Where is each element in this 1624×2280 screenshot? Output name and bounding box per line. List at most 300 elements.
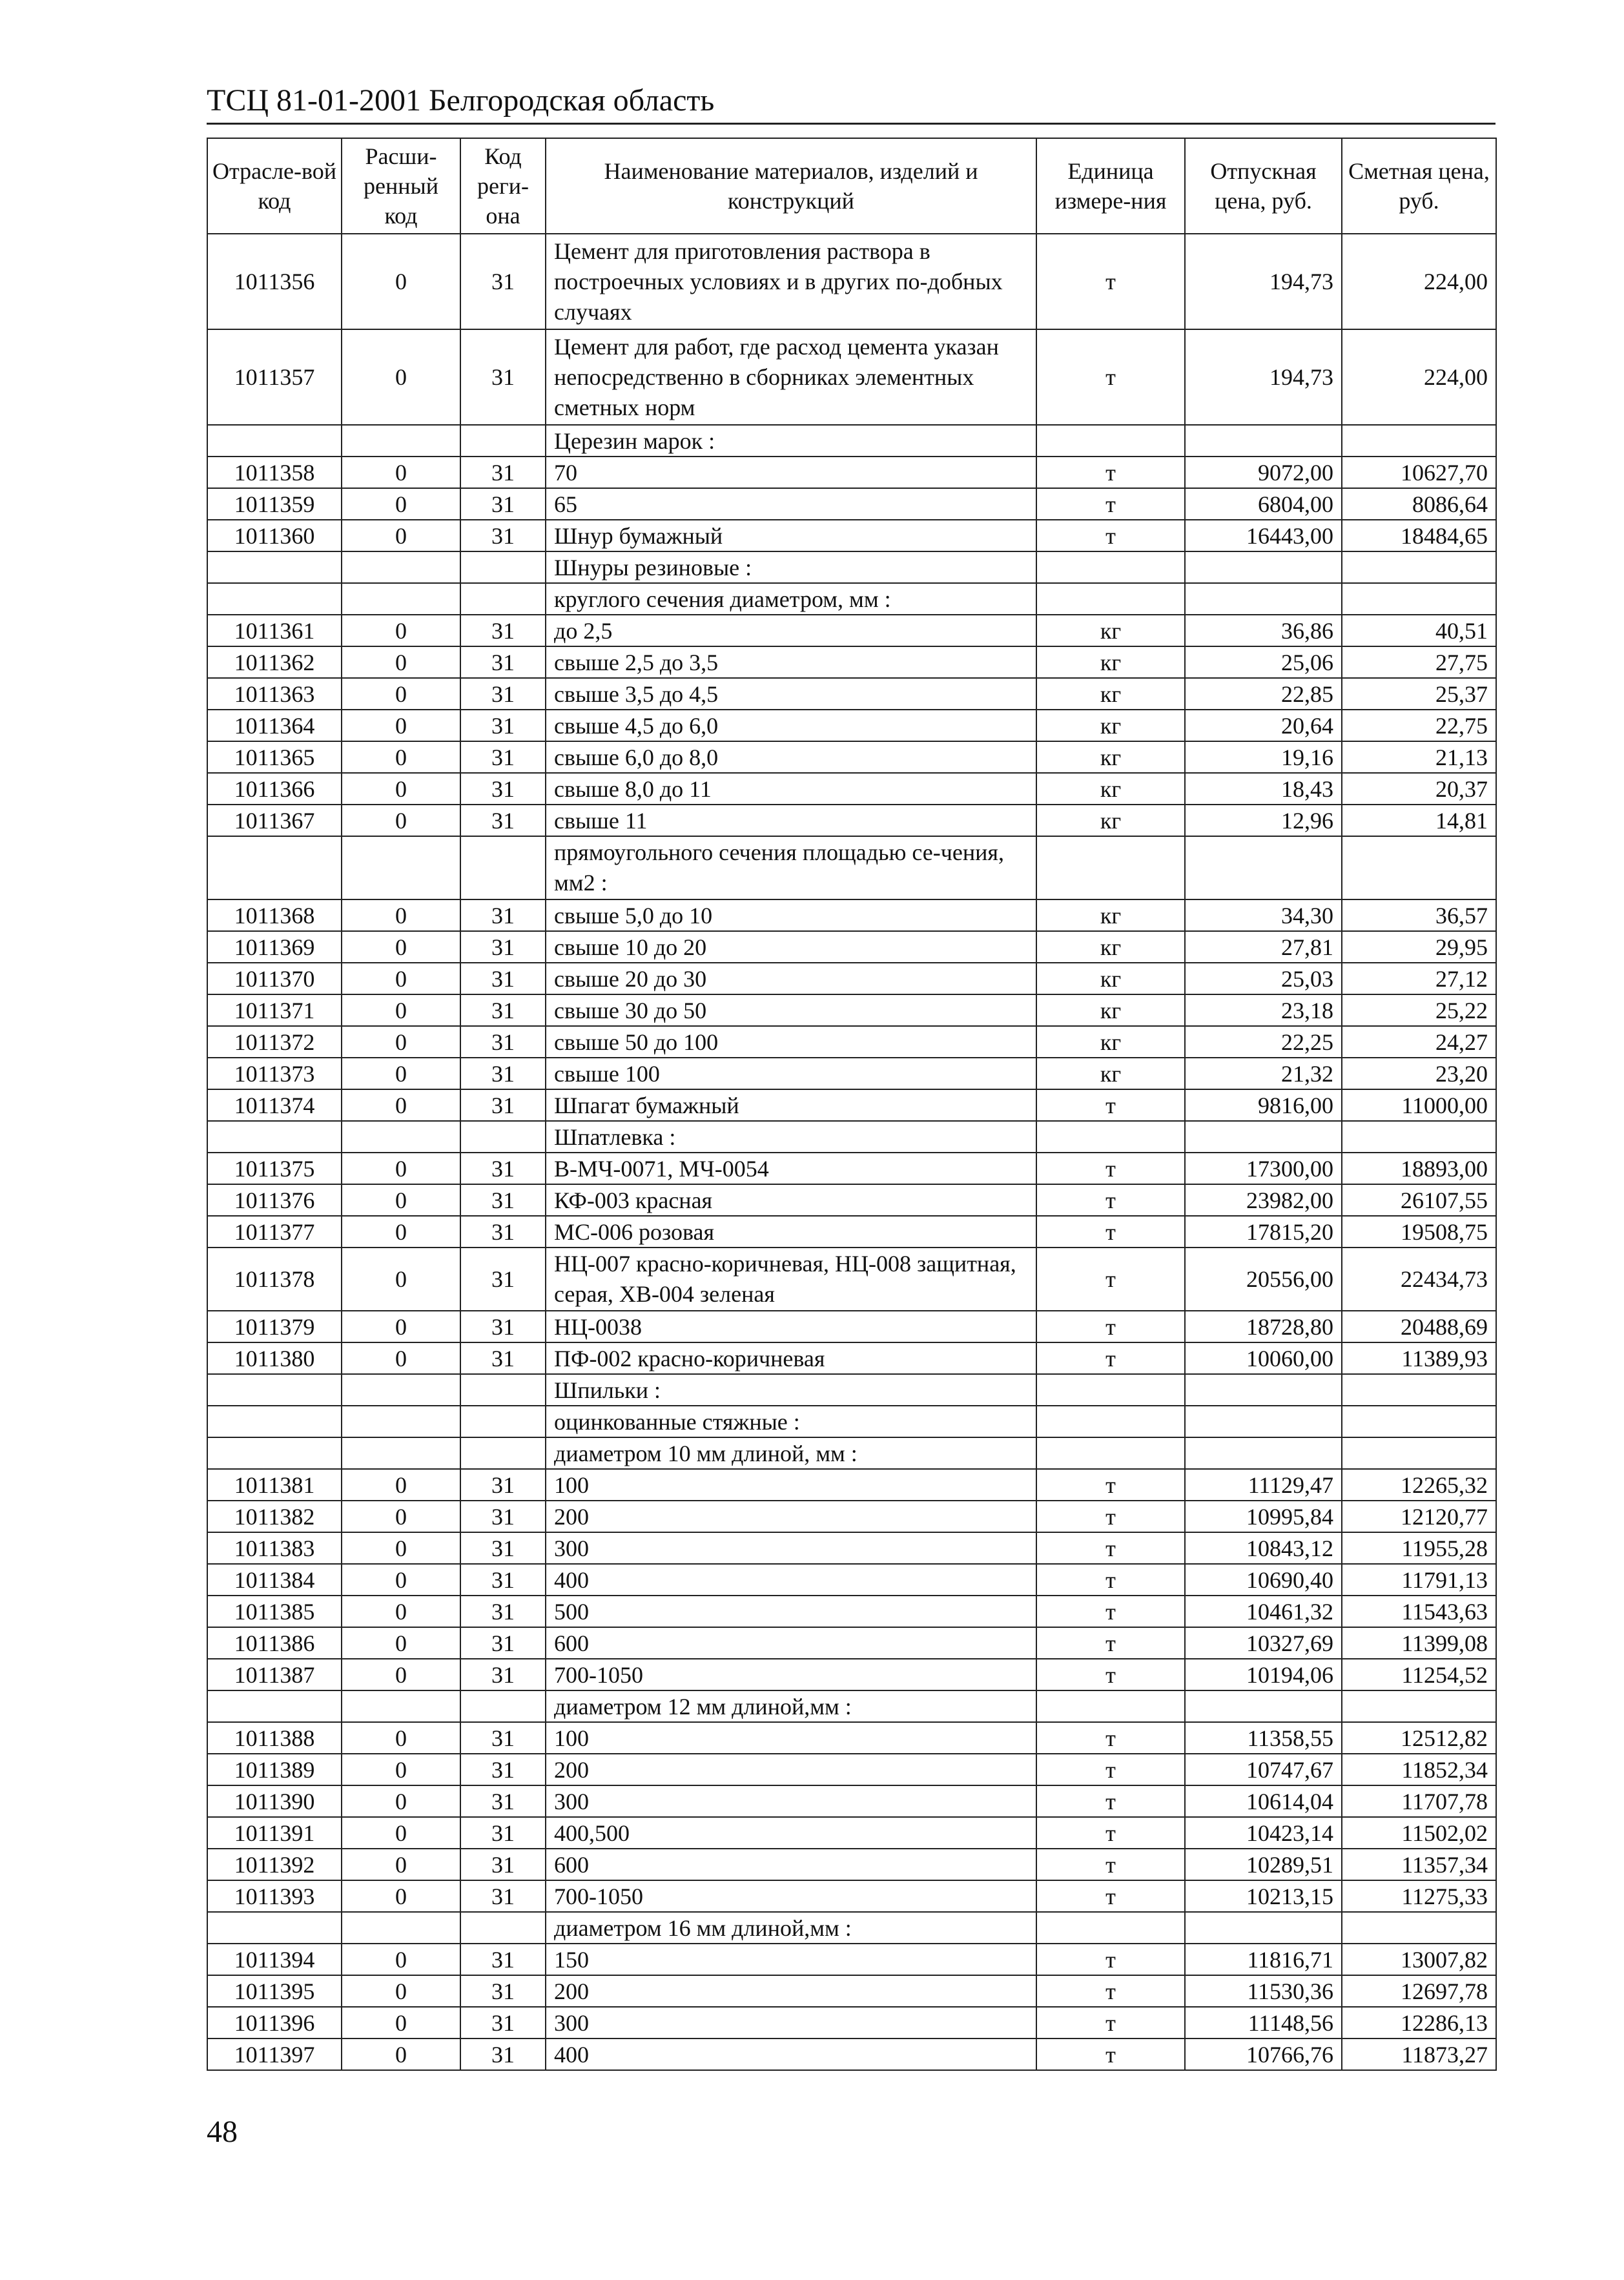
cell-release: 18,43	[1185, 773, 1342, 805]
cell-unit	[1036, 1406, 1185, 1437]
cell-reg: 31	[460, 1817, 546, 1849]
cell-name: 200	[546, 1975, 1036, 2007]
cell-code: 1011388	[207, 1722, 342, 1754]
cell-estimate: 25,37	[1342, 678, 1496, 710]
table-row	[207, 1564, 1496, 1596]
cell-release: 10423,14	[1185, 1817, 1342, 1849]
cell-reg: 31	[460, 1785, 546, 1817]
cell-unit: кг	[1036, 646, 1185, 678]
cell-code: 1011390	[207, 1785, 342, 1817]
cell-unit	[1036, 1690, 1185, 1722]
cell-estimate: 11707,78	[1342, 1785, 1496, 1817]
cell-estimate: 8086,64	[1342, 488, 1496, 520]
table-row	[207, 2039, 1496, 2070]
cell-ext: 0	[342, 520, 460, 551]
cell-unit: т	[1036, 457, 1185, 488]
cell-ext	[342, 425, 460, 457]
cell-name: 100	[546, 1469, 1036, 1501]
cell-unit	[1036, 1374, 1185, 1406]
cell-unit: т	[1036, 1501, 1185, 1532]
cell-estimate	[1342, 425, 1496, 457]
cell-name: Цемент для работ, где расход цемента указан непосредственно в сборниках элементных сметных норм	[546, 329, 1036, 425]
cell-ext: 0	[342, 1596, 460, 1627]
cell-estimate: 11357,34	[1342, 1849, 1496, 1880]
cell-release: 11530,36	[1185, 1975, 1342, 2007]
cell-release	[1185, 1912, 1342, 1944]
cell-ext: 0	[342, 1216, 460, 1248]
cell-name: свыше 6,0 до 8,0	[546, 741, 1036, 773]
cell-code: 1011378	[207, 1248, 342, 1311]
cell-unit: т	[1036, 1596, 1185, 1627]
cell-release: 10060,00	[1185, 1342, 1342, 1374]
cell-code	[207, 1437, 342, 1469]
cell-code	[207, 1374, 342, 1406]
cell-name: 300	[546, 2007, 1036, 2039]
cell-estimate: 12120,77	[1342, 1501, 1496, 1532]
cell-code	[207, 1912, 342, 1944]
cell-code	[207, 1690, 342, 1722]
cell-name: КФ-003 красная	[546, 1184, 1036, 1216]
cell-unit: т	[1036, 1849, 1185, 1880]
cell-estimate: 12512,82	[1342, 1722, 1496, 1754]
cell-unit	[1036, 1121, 1185, 1153]
cell-unit: кг	[1036, 963, 1185, 994]
header-rule	[207, 123, 1496, 125]
cell-release: 18728,80	[1185, 1311, 1342, 1342]
cell-unit	[1036, 836, 1185, 899]
cell-release: 11358,55	[1185, 1722, 1342, 1754]
table-row	[207, 1469, 1496, 1501]
cell-code: 1011396	[207, 2007, 342, 2039]
cell-unit: т	[1036, 1627, 1185, 1659]
cell-name: 200	[546, 1501, 1036, 1532]
table-row	[207, 425, 1496, 457]
cell-reg: 31	[460, 1722, 546, 1754]
cell-code: 1011379	[207, 1311, 342, 1342]
cell-code: 1011360	[207, 520, 342, 551]
cell-release: 25,03	[1185, 963, 1342, 994]
cell-estimate	[1342, 1437, 1496, 1469]
cell-release: 10461,32	[1185, 1596, 1342, 1627]
cell-estimate: 27,12	[1342, 963, 1496, 994]
cell-unit: т	[1036, 1342, 1185, 1374]
cell-reg: 31	[460, 1596, 546, 1627]
cell-unit: т	[1036, 1311, 1185, 1342]
cell-unit: т	[1036, 2039, 1185, 2070]
cell-name: свыше 11	[546, 805, 1036, 836]
cell-estimate: 27,75	[1342, 646, 1496, 678]
cell-reg: 31	[460, 1754, 546, 1785]
cell-reg: 31	[460, 899, 546, 931]
cell-estimate: 11389,93	[1342, 1342, 1496, 1374]
cell-reg: 31	[460, 1058, 546, 1089]
table-row	[207, 1627, 1496, 1659]
cell-unit: т	[1036, 234, 1185, 329]
cell-reg: 31	[460, 1026, 546, 1058]
cell-name: 70	[546, 457, 1036, 488]
cell-release: 10213,15	[1185, 1880, 1342, 1912]
cell-estimate: 12286,13	[1342, 2007, 1496, 2039]
cell-unit: т	[1036, 1944, 1185, 1975]
cell-code: 1011362	[207, 646, 342, 678]
cell-unit: т	[1036, 1153, 1185, 1184]
table-body	[207, 234, 1496, 2070]
cell-release	[1185, 1406, 1342, 1437]
cell-code: 1011394	[207, 1944, 342, 1975]
cell-release: 10690,40	[1185, 1564, 1342, 1596]
col-header-code: Отрасле-вой код	[207, 138, 342, 234]
table-row	[207, 1026, 1496, 1058]
cell-ext: 0	[342, 1501, 460, 1532]
cell-unit: т	[1036, 1659, 1185, 1690]
cell-estimate	[1342, 1912, 1496, 1944]
cell-ext	[342, 1374, 460, 1406]
table-row	[207, 1754, 1496, 1785]
cell-estimate	[1342, 1121, 1496, 1153]
cell-ext: 0	[342, 1785, 460, 1817]
cell-ext: 0	[342, 805, 460, 836]
cell-ext: 0	[342, 1659, 460, 1690]
cell-reg	[460, 1690, 546, 1722]
cell-name: 100	[546, 1722, 1036, 1754]
cell-name: круглого сечения диаметром, мм :	[546, 583, 1036, 615]
cell-release	[1185, 551, 1342, 583]
table-row	[207, 710, 1496, 741]
cell-ext: 0	[342, 963, 460, 994]
cell-estimate	[1342, 1690, 1496, 1722]
cell-estimate: 224,00	[1342, 329, 1496, 425]
cell-name: свыше 20 до 30	[546, 963, 1036, 994]
cell-name: 500	[546, 1596, 1036, 1627]
cell-code: 1011372	[207, 1026, 342, 1058]
table-row	[207, 963, 1496, 994]
table-row	[207, 1596, 1496, 1627]
cell-ext: 0	[342, 1311, 460, 1342]
cell-release: 20,64	[1185, 710, 1342, 741]
cell-ext: 0	[342, 646, 460, 678]
cell-ext: 0	[342, 234, 460, 329]
cell-ext: 0	[342, 1184, 460, 1216]
cell-ext: 0	[342, 994, 460, 1026]
cell-estimate: 11275,33	[1342, 1880, 1496, 1912]
cell-unit: т	[1036, 1216, 1185, 1248]
cell-reg: 31	[460, 1532, 546, 1564]
cell-ext	[342, 1121, 460, 1153]
table-row	[207, 1058, 1496, 1089]
cell-unit: т	[1036, 1880, 1185, 1912]
cell-code: 1011363	[207, 678, 342, 710]
cell-reg	[460, 1912, 546, 1944]
cell-unit	[1036, 425, 1185, 457]
table-row	[207, 520, 1496, 551]
cell-reg: 31	[460, 1089, 546, 1121]
table-row	[207, 329, 1496, 425]
cell-code	[207, 583, 342, 615]
cell-release: 17300,00	[1185, 1153, 1342, 1184]
cell-reg: 31	[460, 457, 546, 488]
cell-reg	[460, 1121, 546, 1153]
cell-code: 1011382	[207, 1501, 342, 1532]
cell-release	[1185, 836, 1342, 899]
cell-estimate: 11000,00	[1342, 1089, 1496, 1121]
cell-name: В-МЧ-0071, МЧ-0054	[546, 1153, 1036, 1184]
cell-unit: кг	[1036, 931, 1185, 963]
col-header-name: Наименование материалов, изделий и конструкций	[546, 138, 1036, 234]
cell-name: 400,500	[546, 1817, 1036, 1849]
cell-ext: 0	[342, 1944, 460, 1975]
cell-code: 1011357	[207, 329, 342, 425]
cell-release: 23,18	[1185, 994, 1342, 1026]
table-row	[207, 773, 1496, 805]
table-row	[207, 1785, 1496, 1817]
cell-code: 1011377	[207, 1216, 342, 1248]
cell-release: 10289,51	[1185, 1849, 1342, 1880]
cell-name: 600	[546, 1849, 1036, 1880]
cell-reg: 31	[460, 1944, 546, 1975]
cell-reg: 31	[460, 1849, 546, 1880]
cell-estimate: 11502,02	[1342, 1817, 1496, 1849]
table-row	[207, 646, 1496, 678]
cell-ext	[342, 1690, 460, 1722]
cell-estimate: 20,37	[1342, 773, 1496, 805]
cell-reg: 31	[460, 1564, 546, 1596]
cell-unit: т	[1036, 1089, 1185, 1121]
cell-code: 1011373	[207, 1058, 342, 1089]
cell-release: 22,85	[1185, 678, 1342, 710]
cell-unit	[1036, 551, 1185, 583]
cell-ext: 0	[342, 1849, 460, 1880]
cell-name: прямоугольного сечения площадью се-чения, мм2 :	[546, 836, 1036, 899]
table-row	[207, 1374, 1496, 1406]
cell-ext: 0	[342, 1564, 460, 1596]
table-row	[207, 805, 1496, 836]
col-header-ext: Расши-ренный код	[342, 138, 460, 234]
price-table	[207, 138, 1497, 2071]
table-row	[207, 457, 1496, 488]
cell-unit: т	[1036, 520, 1185, 551]
cell-ext: 0	[342, 1754, 460, 1785]
cell-estimate: 11955,28	[1342, 1532, 1496, 1564]
table-row	[207, 836, 1496, 899]
cell-estimate	[1342, 551, 1496, 583]
cell-estimate: 24,27	[1342, 1026, 1496, 1058]
cell-reg: 31	[460, 520, 546, 551]
cell-estimate: 12697,78	[1342, 1975, 1496, 2007]
cell-code: 1011391	[207, 1817, 342, 1849]
cell-ext: 0	[342, 1722, 460, 1754]
cell-reg: 31	[460, 741, 546, 773]
cell-ext: 0	[342, 710, 460, 741]
cell-unit: т	[1036, 1564, 1185, 1596]
cell-reg	[460, 425, 546, 457]
cell-release: 16443,00	[1185, 520, 1342, 551]
cell-code: 1011386	[207, 1627, 342, 1659]
cell-code: 1011385	[207, 1596, 342, 1627]
cell-code: 1011393	[207, 1880, 342, 1912]
cell-reg	[460, 1374, 546, 1406]
table-row	[207, 1406, 1496, 1437]
cell-estimate: 18484,65	[1342, 520, 1496, 551]
cell-reg: 31	[460, 1342, 546, 1374]
cell-code: 1011368	[207, 899, 342, 931]
cell-name: 150	[546, 1944, 1036, 1975]
cell-code: 1011383	[207, 1532, 342, 1564]
cell-ext	[342, 583, 460, 615]
cell-unit: кг	[1036, 678, 1185, 710]
cell-name: Шпильки :	[546, 1374, 1036, 1406]
cell-ext: 0	[342, 773, 460, 805]
cell-reg: 31	[460, 963, 546, 994]
cell-estimate: 18893,00	[1342, 1153, 1496, 1184]
cell-code: 1011367	[207, 805, 342, 836]
cell-unit: кг	[1036, 741, 1185, 773]
table-row	[207, 234, 1496, 329]
cell-ext: 0	[342, 1532, 460, 1564]
cell-estimate	[1342, 1406, 1496, 1437]
cell-code: 1011371	[207, 994, 342, 1026]
cell-estimate: 11543,63	[1342, 1596, 1496, 1627]
table-row	[207, 583, 1496, 615]
cell-code: 1011381	[207, 1469, 342, 1501]
cell-reg: 31	[460, 615, 546, 646]
cell-unit: т	[1036, 488, 1185, 520]
cell-release	[1185, 583, 1342, 615]
cell-name: Шнур бумажный	[546, 520, 1036, 551]
cell-name: 700-1050	[546, 1880, 1036, 1912]
cell-estimate: 22,75	[1342, 710, 1496, 741]
cell-reg: 31	[460, 773, 546, 805]
cell-release: 25,06	[1185, 646, 1342, 678]
cell-code: 1011389	[207, 1754, 342, 1785]
cell-estimate: 23,20	[1342, 1058, 1496, 1089]
cell-ext: 0	[342, 1880, 460, 1912]
cell-ext	[342, 836, 460, 899]
cell-name: свыше 3,5 до 4,5	[546, 678, 1036, 710]
cell-reg: 31	[460, 488, 546, 520]
cell-name: ПФ-002 красно-коричневая	[546, 1342, 1036, 1374]
cell-reg: 31	[460, 1184, 546, 1216]
cell-ext: 0	[342, 678, 460, 710]
cell-ext	[342, 551, 460, 583]
cell-name: 700-1050	[546, 1659, 1036, 1690]
cell-name: свыше 2,5 до 3,5	[546, 646, 1036, 678]
cell-release: 11816,71	[1185, 1944, 1342, 1975]
cell-reg: 31	[460, 994, 546, 1026]
cell-ext: 0	[342, 2039, 460, 2070]
cell-release	[1185, 425, 1342, 457]
table-row	[207, 899, 1496, 931]
cell-ext: 0	[342, 329, 460, 425]
cell-reg: 31	[460, 1627, 546, 1659]
cell-release: 10614,04	[1185, 1785, 1342, 1817]
cell-ext: 0	[342, 1975, 460, 2007]
table-row	[207, 994, 1496, 1026]
cell-reg: 31	[460, 805, 546, 836]
cell-name: 200	[546, 1754, 1036, 1785]
cell-name: 300	[546, 1532, 1036, 1564]
cell-release: 12,96	[1185, 805, 1342, 836]
cell-code: 1011374	[207, 1089, 342, 1121]
cell-release: 10327,69	[1185, 1627, 1342, 1659]
cell-name: НЦ-0038	[546, 1311, 1036, 1342]
cell-reg	[460, 836, 546, 899]
cell-name: Цемент для приготовления раствора в построечных условиях и в других по-добных случаях	[546, 234, 1036, 329]
cell-estimate: 10627,70	[1342, 457, 1496, 488]
cell-unit	[1036, 1912, 1185, 1944]
cell-estimate: 29,95	[1342, 931, 1496, 963]
cell-ext: 0	[342, 1469, 460, 1501]
cell-estimate: 224,00	[1342, 234, 1496, 329]
cell-reg: 31	[460, 1880, 546, 1912]
cell-unit: кг	[1036, 994, 1185, 1026]
cell-code: 1011366	[207, 773, 342, 805]
col-header-estimate: Сметная цена, руб.	[1342, 138, 1496, 234]
cell-release: 6804,00	[1185, 488, 1342, 520]
cell-unit: т	[1036, 2007, 1185, 2039]
cell-unit: т	[1036, 1722, 1185, 1754]
cell-code: 1011365	[207, 741, 342, 773]
table-row	[207, 741, 1496, 773]
cell-release: 21,32	[1185, 1058, 1342, 1089]
cell-reg	[460, 583, 546, 615]
cell-reg: 31	[460, 710, 546, 741]
cell-unit: т	[1036, 1975, 1185, 2007]
cell-name: свыше 5,0 до 10	[546, 899, 1036, 931]
cell-release: 194,73	[1185, 234, 1342, 329]
col-header-unit: Единица измере-ния	[1036, 138, 1185, 234]
cell-unit: кг	[1036, 615, 1185, 646]
cell-unit	[1036, 1437, 1185, 1469]
cell-ext: 0	[342, 2007, 460, 2039]
cell-release: 10747,67	[1185, 1754, 1342, 1785]
cell-ext: 0	[342, 1026, 460, 1058]
cell-estimate: 11791,13	[1342, 1564, 1496, 1596]
cell-name: свыше 8,0 до 11	[546, 773, 1036, 805]
cell-code: 1011361	[207, 615, 342, 646]
cell-name: МС-006 розовая	[546, 1216, 1036, 1248]
cell-ext: 0	[342, 1058, 460, 1089]
cell-estimate: 21,13	[1342, 741, 1496, 773]
col-header-release: Отпускная цена, руб.	[1185, 138, 1342, 234]
table-row	[207, 1690, 1496, 1722]
table-row	[207, 931, 1496, 963]
cell-unit: т	[1036, 1532, 1185, 1564]
cell-name: диаметром 16 мм длиной,мм :	[546, 1912, 1036, 1944]
cell-release: 20556,00	[1185, 1248, 1342, 1311]
cell-reg: 31	[460, 678, 546, 710]
cell-ext	[342, 1406, 460, 1437]
cell-name: свыше 10 до 20	[546, 931, 1036, 963]
cell-unit: т	[1036, 1754, 1185, 1785]
table-row	[207, 1817, 1496, 1849]
cell-estimate: 26107,55	[1342, 1184, 1496, 1216]
cell-estimate	[1342, 583, 1496, 615]
cell-unit	[1036, 583, 1185, 615]
cell-code: 1011359	[207, 488, 342, 520]
table-row	[207, 615, 1496, 646]
table-row	[207, 1121, 1496, 1153]
cell-estimate: 11399,08	[1342, 1627, 1496, 1659]
cell-name: Шпатлевка :	[546, 1121, 1036, 1153]
cell-ext	[342, 1437, 460, 1469]
cell-estimate: 11873,27	[1342, 2039, 1496, 2070]
cell-code: 1011376	[207, 1184, 342, 1216]
page-number: 48	[207, 2115, 238, 2149]
table-row	[207, 1342, 1496, 1374]
cell-release: 34,30	[1185, 899, 1342, 931]
cell-release	[1185, 1690, 1342, 1722]
cell-ext: 0	[342, 488, 460, 520]
